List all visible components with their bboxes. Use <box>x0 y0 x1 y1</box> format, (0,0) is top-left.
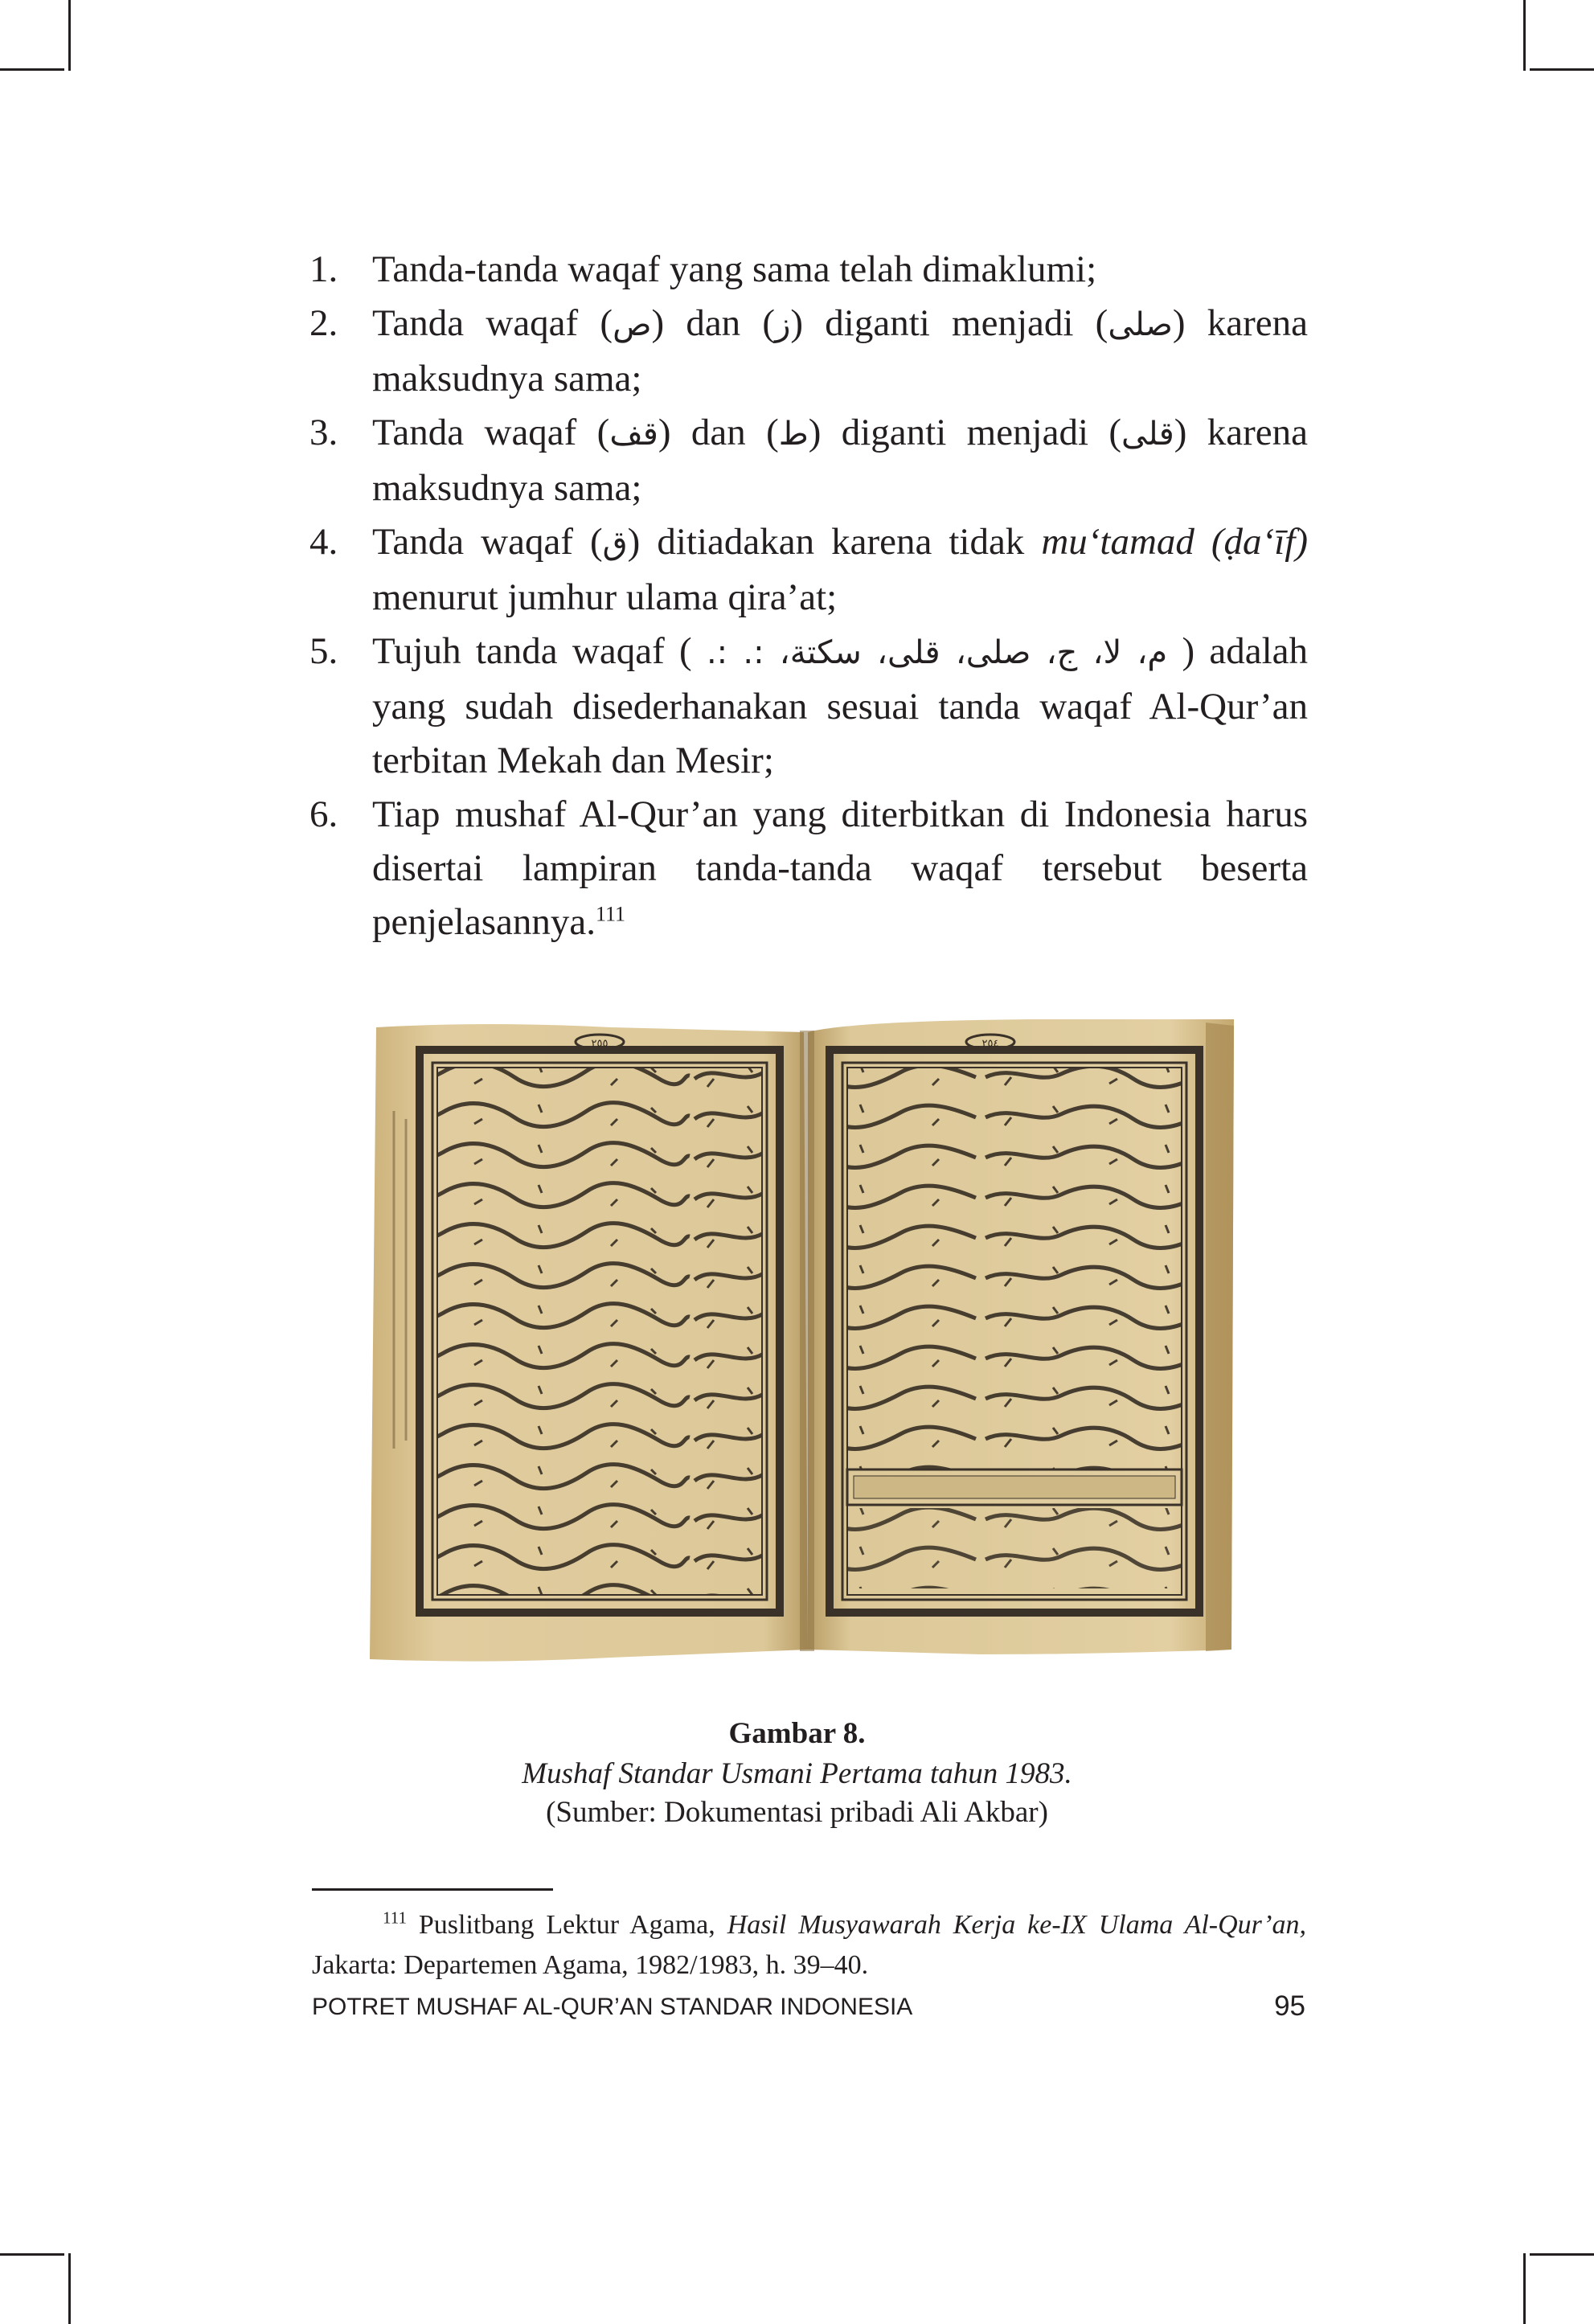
arabic-waqaf-mark: ق <box>602 525 628 562</box>
arabic-waqaf-mark: قف <box>609 416 658 453</box>
list-text: menurut jumhur ulama qira’at; <box>372 576 838 618</box>
footnote-number: 111 <box>383 1908 407 1928</box>
list-item <box>309 297 1308 406</box>
list-text: ) adalah yang sudah disederhanakan sesuai tanda waqaf Al-Qur’an terbitan Mekah dan Mesir; <box>372 630 1308 781</box>
list-text: ) karena maksudnya sama; <box>372 302 1308 400</box>
crop-mark <box>68 0 71 71</box>
arabic-waqaf-marks: م، لا، ج، صلى، قلى، سكتة، :. :. <box>706 634 1168 671</box>
mushaf-photo <box>370 1014 1234 1667</box>
footnote-ref: 111 <box>595 902 626 926</box>
footnote-title: Hasil Musyawarah Kerja ke-IX Ulama Al-Qur’an, <box>727 1910 1306 1940</box>
list-text: ) diganti menjadi ( <box>790 302 1108 344</box>
crop-mark <box>68 2253 71 2324</box>
figure-subtitle: Mushaf Standar Usmani Pertama tahun 1983. <box>522 1757 1072 1790</box>
list-item <box>309 515 1308 625</box>
footnote-text: Jakarta: Departemen Agama, 1982/1983, h. 39–40. <box>312 1950 869 1980</box>
list-number: 4. <box>309 521 338 563</box>
crop-mark <box>1530 68 1594 71</box>
arabic-waqaf-mark: صلى <box>1108 306 1173 343</box>
crop-mark <box>0 2253 64 2256</box>
footnote <box>312 1905 1306 1986</box>
list-text: Tiap mushaf Al-Qur’an yang diterbitkan di Indonesia harus disertai lampiran tanda-tanda waqaf tersebut beserta penjelasannya. <box>372 793 1308 943</box>
footnote-rule <box>312 1888 553 1891</box>
list-item <box>309 406 1308 515</box>
italic-term: mu‘tamad (ḍa‘īf) <box>1041 521 1308 563</box>
crop-mark <box>1523 2253 1526 2324</box>
arabic-waqaf-mark: ص <box>613 306 652 343</box>
list-text: Tujuh tanda waqaf ( <box>372 630 707 672</box>
running-head: POTRET MUSHAF AL-QUR’AN STANDAR INDONESIA <box>312 1994 913 2020</box>
crop-mark <box>1523 0 1526 71</box>
list-item <box>309 788 1308 949</box>
list-number: 3. <box>309 412 338 453</box>
right-page-number: ٢٥٤ <box>981 1038 999 1050</box>
left-page-number: ٢٥٥ <box>591 1038 609 1050</box>
footnote-text: Puslitbang Lektur Agama, <box>406 1910 727 1940</box>
list-number: 1. <box>309 248 338 290</box>
right-page-text <box>847 1068 1182 1469</box>
list-item <box>309 243 1308 297</box>
list-number: 5. <box>309 630 338 672</box>
page-number: 95 <box>1274 1990 1305 2022</box>
crop-mark <box>0 68 64 71</box>
list-text: ) diganti menjadi ( <box>808 412 1122 453</box>
list-text: ) dan ( <box>651 302 776 344</box>
list-text: Tanda waqaf ( <box>372 412 610 453</box>
arabic-waqaf-mark: ط <box>778 416 809 453</box>
list-number: 6. <box>309 793 338 835</box>
list-text: ) ditiadakan karena tidak <box>627 521 1042 563</box>
crop-mark <box>1530 2253 1594 2256</box>
arabic-waqaf-mark: ز <box>775 306 791 343</box>
list-text: Tanda-tanda waqaf yang sama telah dimaklumi; <box>372 248 1097 290</box>
list-text: Tanda waqaf ( <box>372 302 613 344</box>
left-page-text <box>437 1068 762 1595</box>
list-text: ) dan ( <box>658 412 779 453</box>
list-text: Tanda waqaf ( <box>372 521 603 563</box>
figure-title: Gambar 8. <box>728 1717 866 1750</box>
waqaf-decision-list <box>309 243 1308 949</box>
list-text: ) karena maksudnya sama; <box>372 412 1308 509</box>
list-number: 2. <box>309 302 338 344</box>
arabic-waqaf-mark: قلى <box>1121 416 1174 453</box>
list-item <box>309 625 1308 788</box>
figure-source: (Sumber: Dokumentasi pribadi Ali Akbar) <box>546 1796 1048 1829</box>
